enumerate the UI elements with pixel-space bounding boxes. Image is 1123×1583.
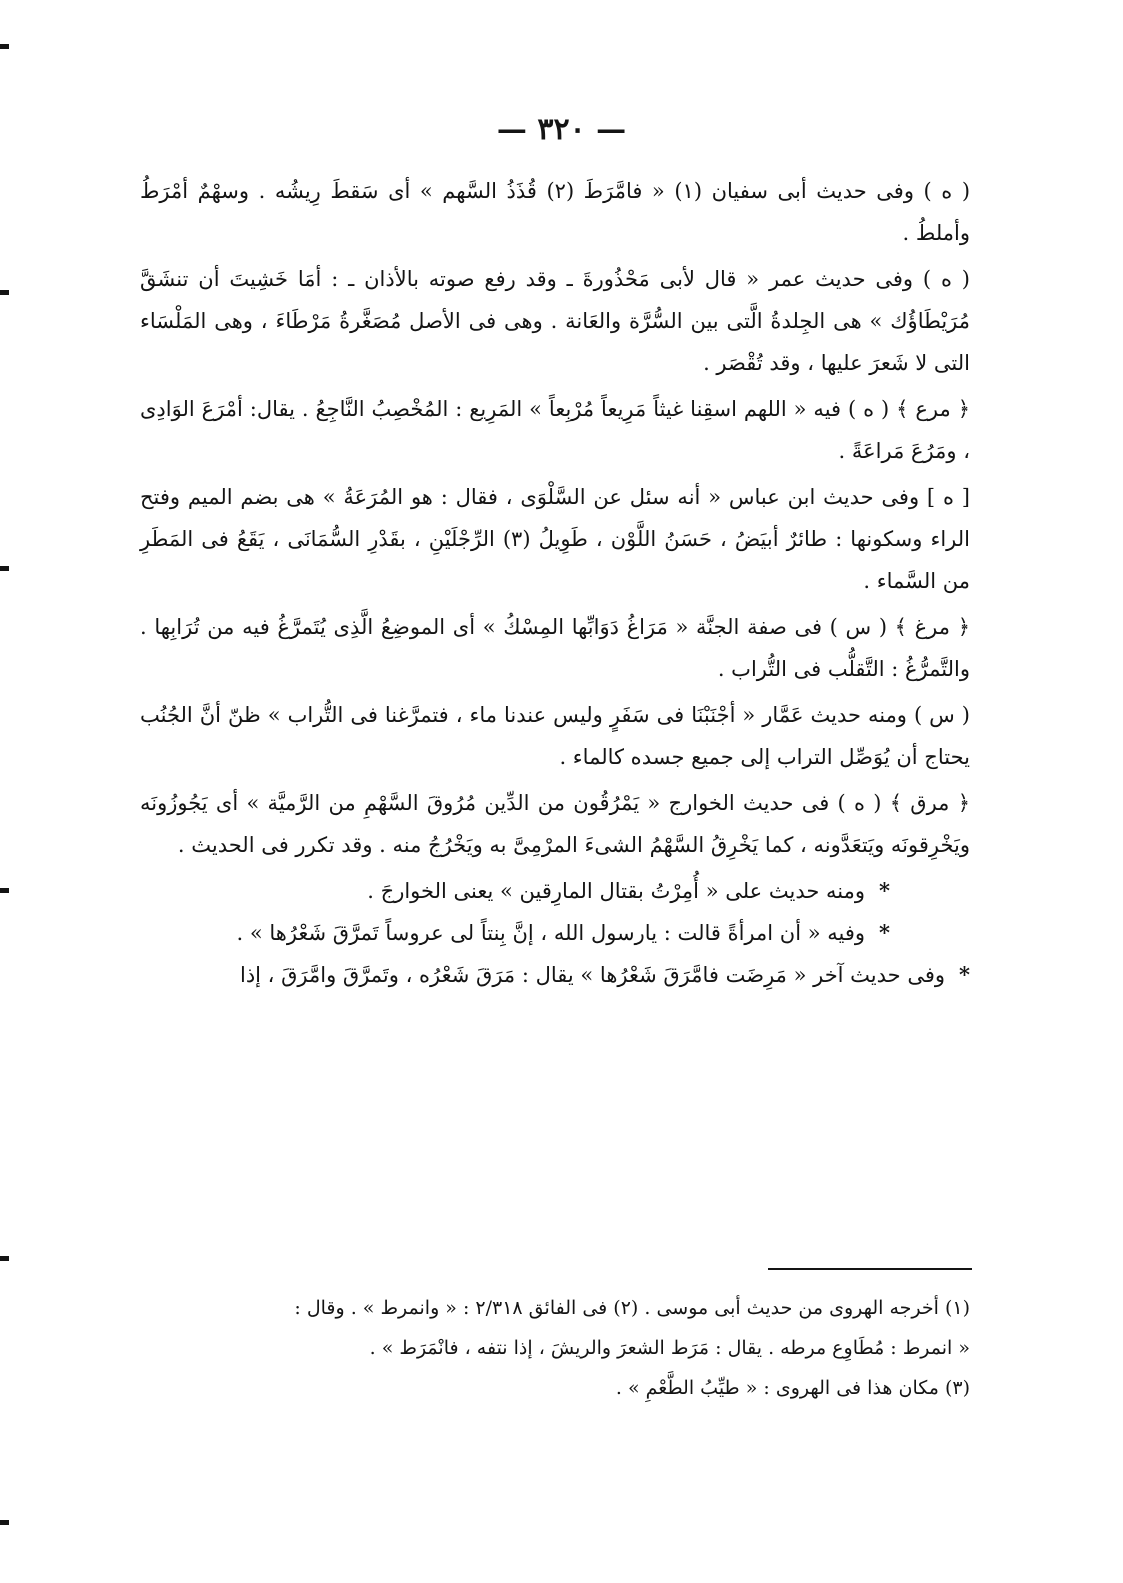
footnotes: [140, 1288, 970, 1408]
bullet-text: وفى حديث آخر « مَرِضَت فامَّرَقَ شَعْرُها » يقال : مَرَقَ شَعْرُه ، وتَمرَّقَ وامَّرَقَ ، إذا: [239, 963, 946, 987]
bullet-marker: *: [879, 878, 890, 903]
paragraph: ( ه ) وفى حديث أبى سفيان (١) « فامَّرَطَ (٢) قُذَذُ السَّهم » أى سَقطَ رِيشُه . وسهْمٌ أمْرَطُ وأملطُ .: [140, 179, 971, 245]
scan-edge-mark: [0, 44, 9, 49]
scan-edge-mark: [0, 888, 9, 893]
bullet-marker: *: [879, 920, 890, 945]
footnote: (١) أخرجه الهروى من حديث أبى موسى . (٢) فى الفائق ٢/٣١٨ : « وانمرط » . وقال :: [294, 1297, 970, 1319]
bullet-item: [140, 870, 970, 912]
paragraph: [ ه ] وفى حديث ابن عباس « أنه سئل عن السَّلْوَى ، فقال : هو المُرَعَةُ » هى بضم الميم وفتح الراء وسكونها : طائرٌ أبيَضُ ، حَسَنُ اللَّوْن ، طَوِيلُ (٣) الرِّجْلَيْنِ ، بقَدْرِ السُّمَانَى ، يَقَعُ فى المَطَرِ من السَّماء .: [140, 485, 970, 593]
scan-edge-mark: [0, 290, 9, 295]
page-number: — ٣٢٠ —: [496, 112, 627, 147]
footnote-divider: [768, 1268, 972, 1270]
paragraph: ﴿ مرغ ﴾ ( س ) فى صفة الجنَّة « مَرَاغُ دَوَابِّها المِسْكُ » أى الموضِعُ الَّذِى يُتَمرَّغُ فيه من تُرَابِها . والتَّمرُّغُ : التَّقلُّب فى التُّراب .: [140, 615, 970, 681]
scan-edge-mark: [0, 1256, 9, 1261]
bullet-item: [140, 954, 970, 996]
scan-edge-mark: [0, 1520, 9, 1525]
bullet-item: [140, 912, 970, 954]
paragraph: ( س ) ومنه حديث عَمَّار « أجْنَبْنَا فى سَفَرٍ وليس عندنا ماء ، فتمرَّغنا فى التُّراب » ظنّ أنَّ الجُنُب يحتاج أن يُوَصِّل التراب إلى جميع جسده كالماء .: [140, 703, 970, 769]
paragraph: ﴿ مرق ﴾ ( ه ) فى حديث الخوارج « يَمْرُقُون من الدِّين مُرُوقَ السَّهْمِ من الرَّميَّة » أى يَجُوزُونَه ويَخْرِقونَه ويَتعَدَّونه ، كما يَخْرِقُ السَّهْمُ الشىءَ المرْمِىَّ به ويَخْرُجُ منه . وقد تكرر فى الحديث .: [140, 791, 970, 857]
paragraph: ﴿ مرع ﴾ ( ه ) فيه « اللهم اسقِنا غيثاً مَرِيعاً مُرْبِعاً » المَرِيع : المُخْصِبُ النَّاجِعُ . يقال: أمْرَعَ الوَادِى ، ومَرُعَ مَراعَةً .: [140, 397, 970, 463]
scan-edge-mark: [0, 566, 9, 571]
bullet-marker: *: [959, 962, 970, 987]
footnote: « انمرط : مُطَاوِع مرطه . يقال : مَرَط الشعرَ والريشَ ، إذا نتفه ، فانْمَرَط » .: [369, 1337, 970, 1359]
main-text: [140, 170, 970, 996]
bullet-text: وفيه « أن امرأةً قالت : يارسول الله ، إنَّ بِنتاً لى عروساً تَمرَّقَ شَعْرُها » .: [236, 921, 866, 945]
footnote: (٣) مكان هذا فى الهروى : « طيِّبُ الطَّعْمِ » .: [615, 1377, 970, 1399]
bullet-text: ومنه حديث على « أُمِرْتُ بقتال المارِقين » يعنى الخوارجَ .: [367, 879, 866, 903]
paragraph: ( ه ) وفى حديث عمر « قال لأبى مَحْذُورةَ ـ وقد رفع صوته بالأذان ـ : أمَا خَشِيتَ أن تنشَقَّ مُرَيْطَاؤُك » هى الجِلدةُ الَّتى بين السُّرَّة والعَانة . وهى فى الأصل مُصَغَّرةُ مَرْطَاءَ ، وهى المَلْسَاء التى لا شَعرَ عليها ، وقد تُقْصَر .: [140, 267, 970, 375]
